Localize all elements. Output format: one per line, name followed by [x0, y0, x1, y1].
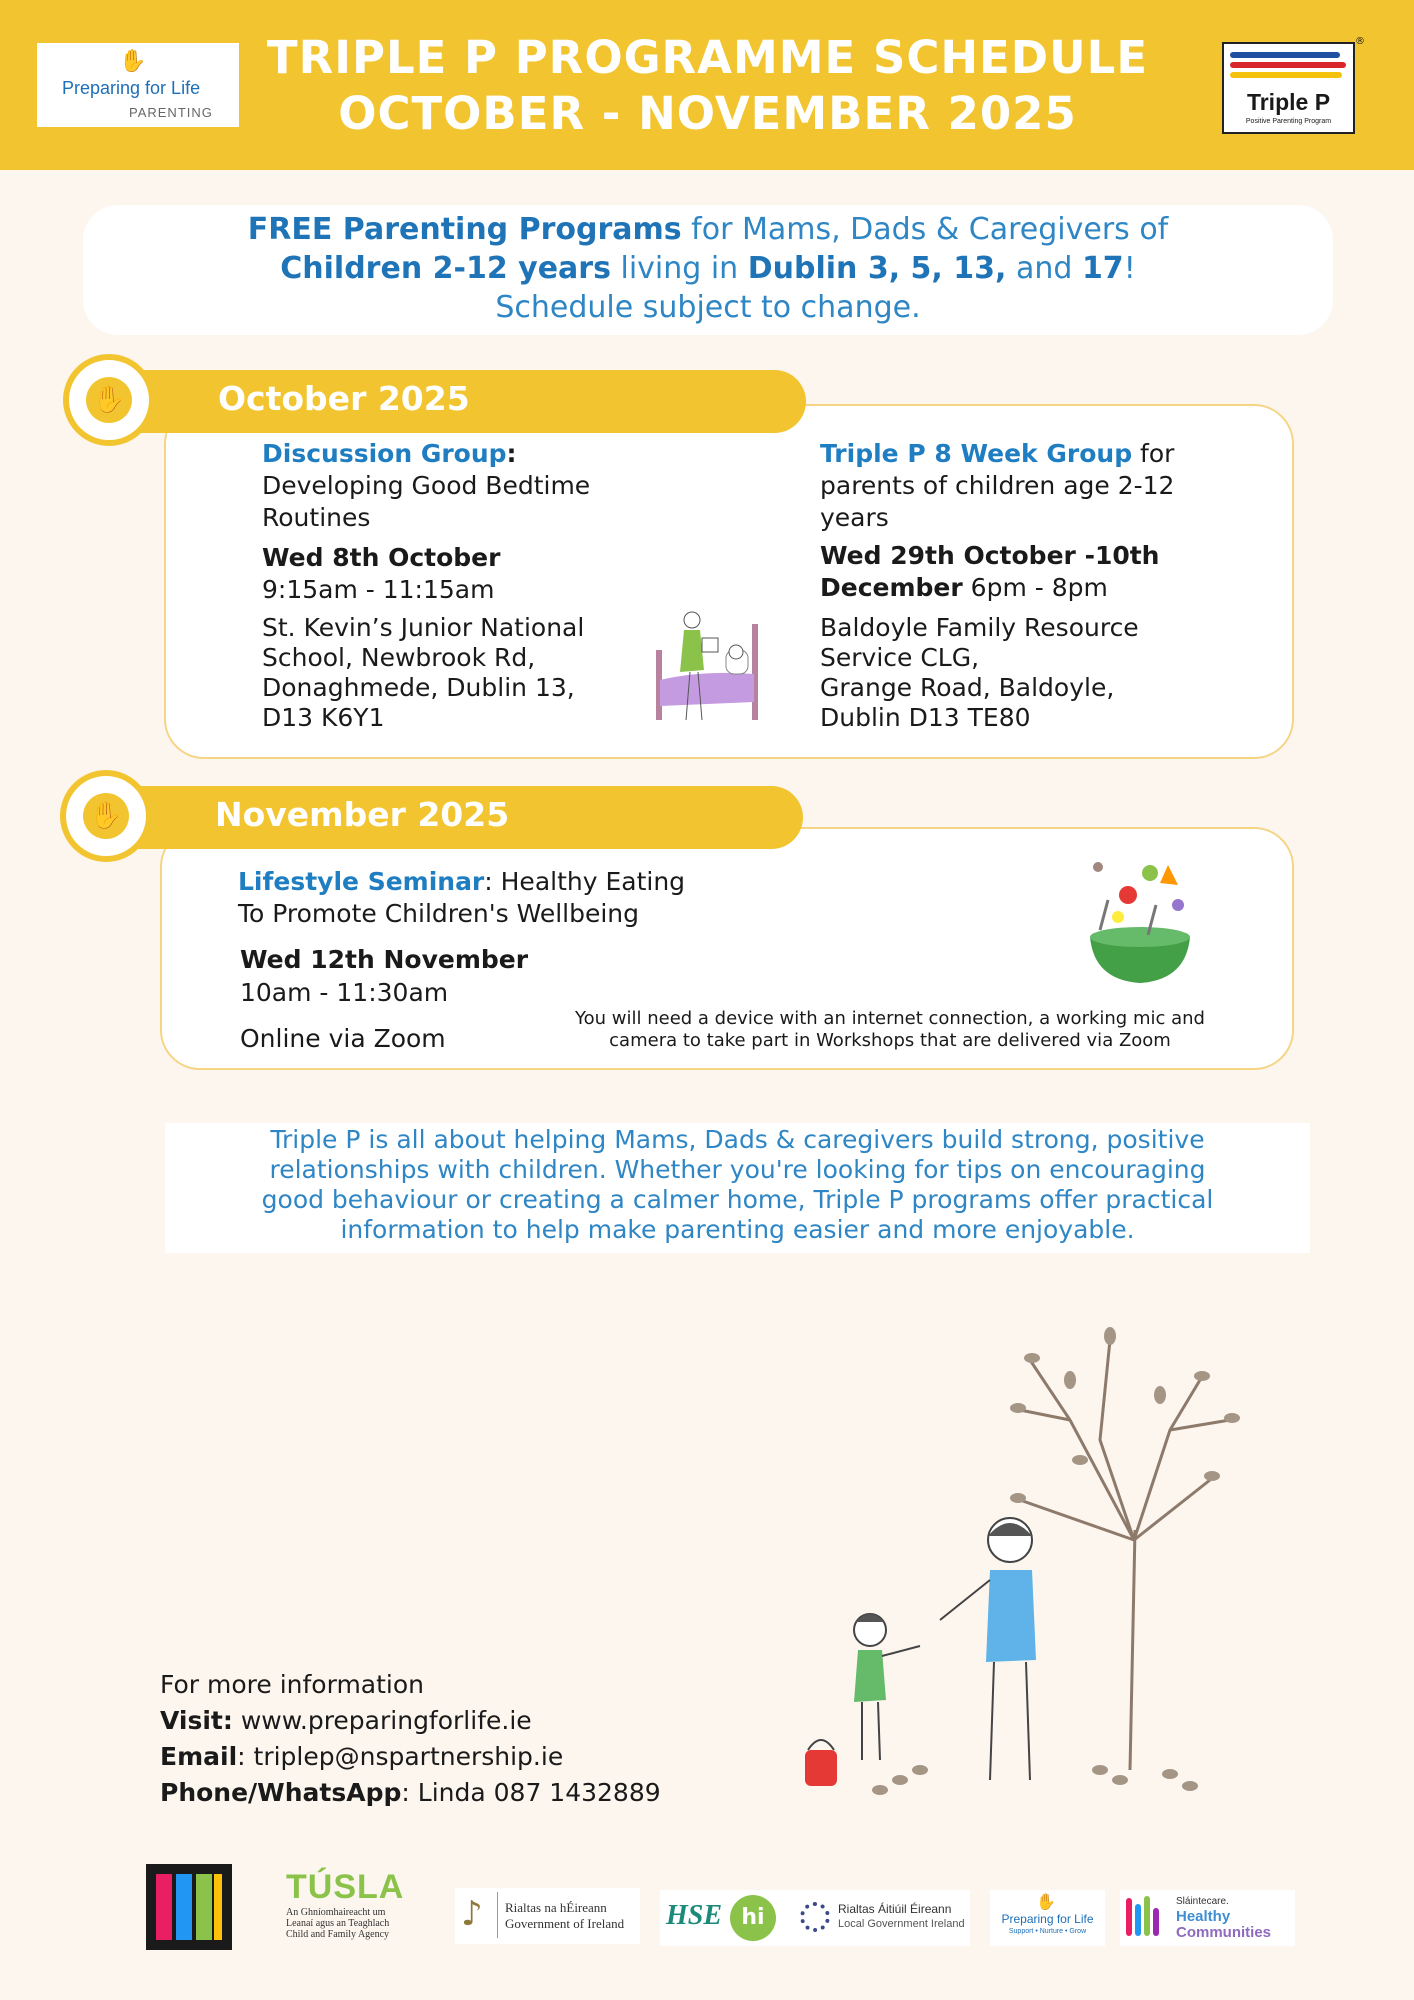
gov-line-2: Government of Ireland [505, 1916, 625, 1931]
intro-bold-3: Dublin 3, 5, 13, [747, 251, 1007, 286]
october-left-time: 9:15am - 11:15am [262, 575, 495, 604]
december-text: December [820, 573, 963, 602]
intro-line-1 [83, 210, 1333, 249]
hands-icon: ✋ [83, 793, 129, 839]
october-right-address-4: Dublin D13 TE80 [820, 703, 1031, 732]
november-heading: November 2025 [215, 795, 510, 834]
family-tree-illustration [770, 1300, 1250, 1800]
october-right-time: 6pm - 8pm [962, 573, 1108, 602]
november-title [238, 866, 685, 897]
lgi-line-2: Local Government Ireland [838, 1918, 965, 1930]
about-line-4: information to help make parenting easier and more enjoyable. [340, 1215, 1135, 1244]
bedtime-story-illustration [652, 610, 760, 726]
discussion-group-label: Discussion Group [262, 439, 507, 468]
pfl-footer-text: Preparing for Life [1001, 1912, 1094, 1926]
eight-week-group-label: Triple P 8 Week Group [820, 439, 1133, 468]
october-left-address-3: Donaghmede, Dublin 13, [262, 673, 575, 702]
november-date: Wed 12th November [240, 945, 529, 974]
phone-number[interactable]: : Linda 087 1432889 [401, 1778, 661, 1807]
government-of-ireland-logo [455, 1888, 640, 1944]
contact-info [160, 1667, 661, 1811]
november-title-rest: : Healthy Eating [484, 867, 686, 896]
hse-logo: HSE [666, 1900, 723, 1931]
intro-line-2 [83, 249, 1333, 288]
november-circle [60, 770, 152, 862]
october-right-date-2 [820, 572, 1108, 603]
header-banner [0, 0, 1414, 170]
october-left-desc-2: Routines [262, 503, 371, 532]
website-link[interactable]: www.preparingforlife.ie [232, 1706, 532, 1735]
tusla-line-3: Child and Family Agency [286, 1929, 390, 1940]
intro-bold-4: 17 [1081, 251, 1124, 286]
preparing-for-life-logo [37, 43, 239, 127]
hse-lgi-logos [660, 1890, 970, 1946]
hands-icon: ✋ [86, 377, 132, 423]
page-title [240, 30, 1175, 142]
october-right-address-1: Baldoyle Family Resource [820, 613, 1139, 642]
pfl-footer-sub: Support • Nurture • Grow [1008, 1928, 1087, 1935]
hand-icon: ✋ [119, 49, 147, 74]
october-left-address-4: D13 K6Y1 [262, 703, 385, 732]
pfl-logo-sub: PARENTING [129, 105, 213, 120]
intro-bold-2: Children 2-12 years [280, 251, 611, 286]
october-left-address-1: St. Kevin’s Junior National [262, 613, 585, 642]
communities-text: Communities [1176, 1924, 1272, 1941]
october-right-address-3: Grange Road, Baldoyle, [820, 673, 1115, 702]
october-left-title [262, 438, 517, 469]
october-left-desc-1: Developing Good Bedtime [262, 471, 591, 500]
about-line-2: relationships with children. Whether you're looking for tips on encouraging [269, 1155, 1206, 1184]
zoom-note-1: You will need a device with an internet connection, a working mic and [575, 1008, 1205, 1029]
intro-text-2: living in [610, 251, 748, 286]
triple-p-logo [1222, 36, 1365, 134]
triple-p-logo-text: Triple P [1246, 89, 1331, 115]
tusla-name: TÚSLA [286, 1868, 405, 1906]
email-label: Email [160, 1742, 238, 1771]
registered-mark: ® [1355, 36, 1365, 47]
october-heading: October 2025 [218, 379, 470, 418]
pfl-logo-text: Preparing for Life [62, 78, 201, 98]
october-left-address-2: School, Newbrook Rd, [262, 643, 536, 672]
salad-bowl-illustration [1078, 855, 1198, 990]
lifestyle-seminar-label: Lifestyle Seminar [238, 867, 485, 896]
pfl-footer-logo [990, 1890, 1105, 1946]
tusla-line-2: Leanaí agus an Teaghlach [286, 1918, 390, 1929]
zoom-note [545, 1008, 1235, 1052]
intro-text-1: for Mams, Dads & Caregivers of [681, 212, 1169, 247]
about-line-1: Triple P is all about helping Mams, Dads & caregivers build strong, positive [270, 1125, 1205, 1154]
about-box [165, 1123, 1310, 1253]
intro-line-3: Schedule subject to change. [495, 290, 921, 325]
email-link[interactable]: : triplep@nspartnership.ie [237, 1742, 564, 1771]
october-right-address-2: Service CLG, [820, 643, 980, 672]
tusla-logo [286, 1868, 416, 1950]
hand-icon: ✋ [1036, 1892, 1056, 1911]
visit-label: Visit: [160, 1706, 233, 1735]
title-line-1: TRIPLE P PROGRAMME SCHEDULE [266, 31, 1149, 84]
october-left-date: Wed 8th October [262, 543, 501, 572]
zoom-note-2: camera to take part in Workshops that are delivered via Zoom [609, 1030, 1171, 1051]
about-line-3: good behaviour or creating a calmer home, Triple P programs offer practical [261, 1185, 1214, 1214]
triple-p-logo-sub: Positive Parenting Program [1245, 118, 1332, 125]
october-right-title [820, 438, 1174, 469]
slaintecare-logo [1120, 1890, 1295, 1946]
october-right-desc-2: parents of children age 2-12 [820, 471, 1175, 500]
contact-heading: For more information [160, 1670, 425, 1699]
healthy-ireland-logo: hi [730, 1895, 776, 1941]
october-circle [63, 354, 155, 446]
gov-line-1: Rialtas na hÉireann [505, 1900, 607, 1915]
intro-bold-1: FREE Parenting Programs [247, 212, 682, 247]
november-time: 10am - 11:30am [240, 978, 449, 1007]
colon: : [506, 439, 517, 468]
phone-line [160, 1775, 661, 1811]
title-line-2: OCTOBER - NOVEMBER 2025 [338, 87, 1077, 140]
october-right-desc-3: years [820, 503, 889, 532]
october-right-date-1: Wed 29th October -10th [820, 541, 1160, 570]
email-line [160, 1739, 661, 1775]
november-location: Online via Zoom [240, 1024, 446, 1053]
november-desc-2: To Promote Children's Wellbeing [238, 899, 640, 928]
lgi-line-1: Rialtas Áitiúil Éireann [838, 1902, 952, 1916]
intro-text-4: ! [1123, 251, 1136, 286]
intro-text-3: and [1006, 251, 1082, 286]
phone-label: Phone/WhatsApp [160, 1778, 402, 1807]
healthy-text: Healthy [1176, 1908, 1231, 1925]
for-text: for [1132, 439, 1175, 468]
slaintecare-text: Sláintecare. [1176, 1896, 1229, 1907]
lgi-dots-icon [800, 1902, 830, 1932]
visit-line [160, 1703, 661, 1739]
tusla-line-1: An Ghníomhaireacht um [286, 1907, 386, 1918]
ni-logo [146, 1864, 232, 1950]
harp-icon: ♪ [461, 1894, 483, 1934]
intro-box [83, 205, 1333, 335]
